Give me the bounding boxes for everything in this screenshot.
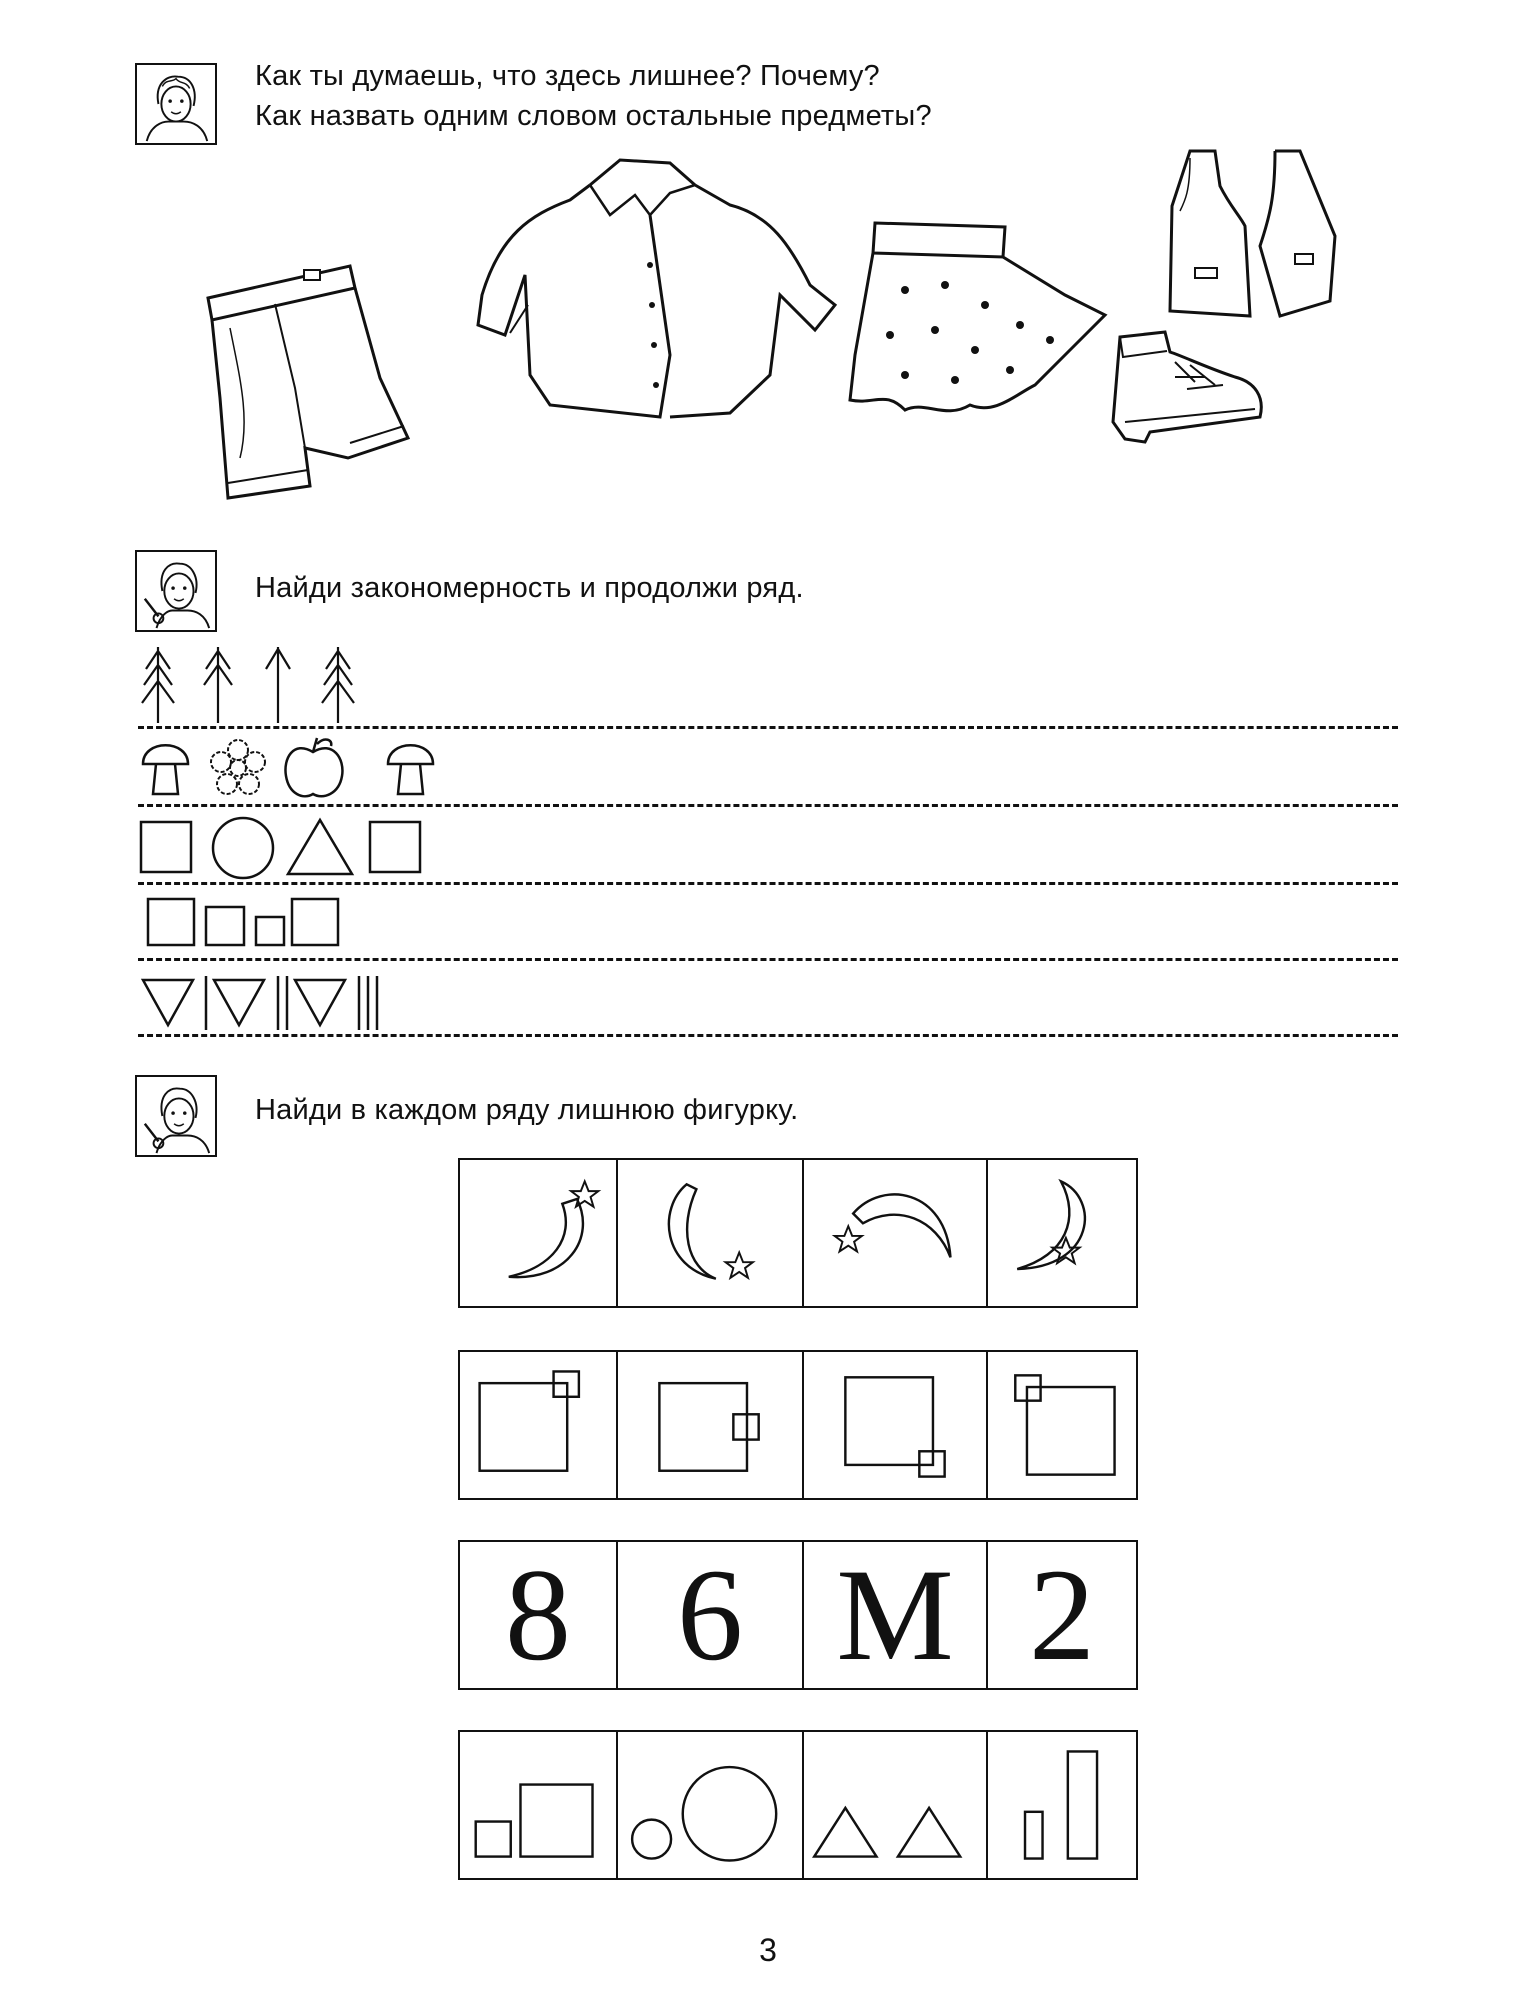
triangle-icon — [288, 820, 352, 874]
rectangles-pair-icon — [986, 1730, 1138, 1880]
task3-text: Найди в каждом ряду лишнюю фигурку. — [255, 1094, 799, 1126]
skirt-icon — [845, 215, 1115, 425]
char-cell: 2 — [986, 1540, 1138, 1690]
squares-pair-icon — [458, 1730, 618, 1880]
fruit-row — [138, 734, 448, 809]
dashed-line — [138, 882, 1398, 885]
char-cell: 8 — [458, 1540, 618, 1690]
shapes-row — [138, 812, 428, 885]
child-pencil-icon — [135, 1075, 217, 1157]
dashed-line — [138, 804, 1398, 807]
square-icon — [141, 822, 191, 872]
dashed-line — [138, 726, 1398, 729]
task1-line1: Как ты думаешь, что здесь лишнее? Почему? — [255, 60, 880, 92]
shirt-icon — [470, 155, 850, 425]
page-number: 3 — [759, 1932, 777, 1968]
dashed-line — [138, 958, 1398, 961]
boot-icon — [1105, 327, 1265, 447]
moon-star-icon — [616, 1158, 804, 1308]
char-cell: 6 — [616, 1540, 804, 1690]
flower-icon — [211, 740, 265, 794]
trees-row — [138, 645, 378, 730]
child-pencil-icon — [135, 550, 217, 632]
square-medium-icon — [206, 907, 244, 945]
task2-text: Найди закономерность и продолжи ряд. — [255, 572, 804, 604]
mushroom-icon — [388, 745, 433, 794]
square-large-icon — [148, 899, 194, 945]
squares-row — [138, 893, 358, 958]
square-corner-icon — [802, 1350, 988, 1500]
apple-icon — [285, 738, 342, 796]
square-icon — [370, 822, 420, 872]
triangles-pair-icon — [802, 1730, 988, 1880]
vest-icon — [1160, 146, 1350, 326]
triangle-down-icon — [214, 980, 264, 1025]
shorts-icon — [200, 258, 420, 508]
square-small-icon — [256, 917, 284, 945]
fir-tree-icon — [322, 647, 354, 723]
triangle-down-icon — [295, 980, 345, 1025]
square-corner-icon — [986, 1350, 1138, 1500]
square-corner-icon — [458, 1350, 618, 1500]
task1-line2: Как назвать одним словом остальные предметы? — [255, 100, 932, 132]
fir-tree-icon — [142, 647, 174, 723]
circle-icon — [213, 818, 273, 878]
circles-pair-icon — [616, 1730, 804, 1880]
triangles-row — [138, 970, 398, 1037]
moon-star-icon — [802, 1158, 988, 1308]
dashed-line — [138, 1034, 1398, 1037]
mushroom-icon — [143, 745, 188, 794]
child-face-icon — [135, 63, 217, 145]
triangle-down-icon — [143, 980, 193, 1025]
char-cell: М — [802, 1540, 988, 1690]
moon-star-icon — [986, 1158, 1138, 1308]
square-large-icon — [292, 899, 338, 945]
square-corner-icon — [616, 1350, 804, 1500]
arrow-up-icon — [266, 647, 290, 723]
fir-tree-icon — [204, 647, 232, 723]
moon-star-icon — [458, 1158, 618, 1308]
